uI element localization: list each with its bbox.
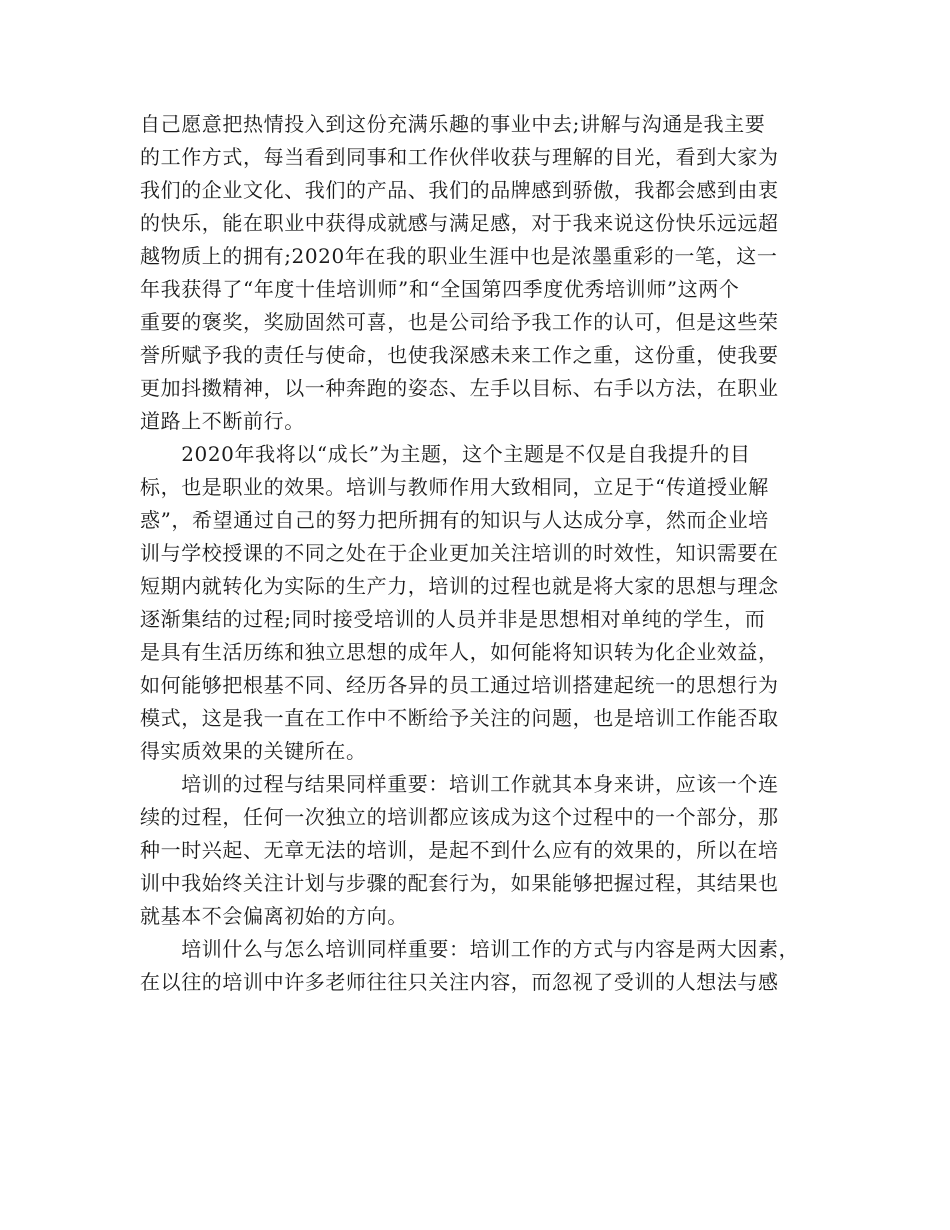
text-line: 短期内就转化为实际的生产力，培训的过程也就是将大家的思想与理念	[140, 574, 779, 598]
text-line: 续的过程，任何一次独立的培训都应该成为这个过程中的一个部分，那	[140, 805, 779, 829]
text-line: 重要的褒奖，奖励固然可喜，也是公司给予我工作的认可，但是这些荣	[140, 310, 779, 334]
text-line: 誉所赋予我的责任与使命，也使我深感未来工作之重，这份重，使我要	[140, 343, 779, 367]
text-line: 道路上不断前行。	[140, 409, 305, 433]
text-line: 更加抖擞精神，以一种奔跑的姿态、左手以目标、右手以方法，在职业	[140, 376, 779, 400]
paragraph-1	[140, 108, 820, 438]
text-line: 模式，这是我一直在工作中不断给予关注的问题，也是培训工作能否取	[140, 706, 779, 730]
document-page	[140, 108, 820, 999]
text-line: 就基本不会偏离初始的方向。	[140, 904, 408, 928]
paragraph-3	[140, 768, 820, 933]
text-line: 我们的企业文化、我们的产品、我们的品牌感到骄傲，我都会感到由衷	[140, 178, 779, 202]
text-line: 越物质上的拥有;2020年在我的职业生涯中也是浓墨重彩的一笔，这一	[140, 244, 778, 268]
text-line: 自己愿意把热情投入到这份充满乐趣的事业中去;讲解与沟通是我主要	[140, 112, 766, 136]
text-line: 培训什么与怎么培训同样重要：培训工作的方式与内容是两大因素，	[140, 937, 800, 961]
text-line: 的工作方式，每当看到同事和工作伙伴收获与理解的目光，看到大家为	[140, 145, 779, 169]
text-line: 在以往的培训中许多老师往往只关注内容，而忽视了受训的人想法与感	[140, 970, 779, 994]
text-line: 惑”，希望通过自己的努力把所拥有的知识与人达成分享，然而企业培	[140, 508, 769, 532]
text-line: 逐渐集结的过程;同时接受培训的人员并非是思想相对单纯的学生，而	[140, 607, 766, 631]
text-line: 年我获得了“年度十佳培训师”和“全国第四季度优秀培训师”这两个	[140, 277, 740, 301]
paragraph-4	[140, 933, 820, 999]
text-line: 训中我始终关注计划与步骤的配套行为，如果能够把握过程，其结果也	[140, 871, 779, 895]
text-line: 种一时兴起、无章无法的培训，是起不到什么应有的效果的，所以在培	[140, 838, 779, 862]
text-line: 的快乐，能在职业中获得成就感与满足感，对于我来说这份快乐远远超	[140, 211, 779, 235]
text-line: 如何能够把根基不同、经历各异的员工通过培训搭建起统一的思想行为	[140, 673, 779, 697]
text-line: 得实质效果的关键所在。	[140, 739, 367, 763]
paragraph-2	[140, 438, 820, 768]
text-line: 是具有生活历练和独立思想的成年人，如何能将知识转为化企业效益，	[140, 640, 779, 664]
text-line: 培训的过程与结果同样重要：培训工作就其本身来讲，应该一个连	[140, 772, 779, 796]
text-line: 训与学校授课的不同之处在于企业更加关注培训的时效性，知识需要在	[140, 541, 779, 565]
text-line: 2020年我将以“成长”为主题，这个主题是不仅是自我提升的目	[140, 442, 751, 466]
text-line: 标，也是职业的效果。培训与教师作用大致相同，立足于“传道授业解	[140, 475, 769, 499]
